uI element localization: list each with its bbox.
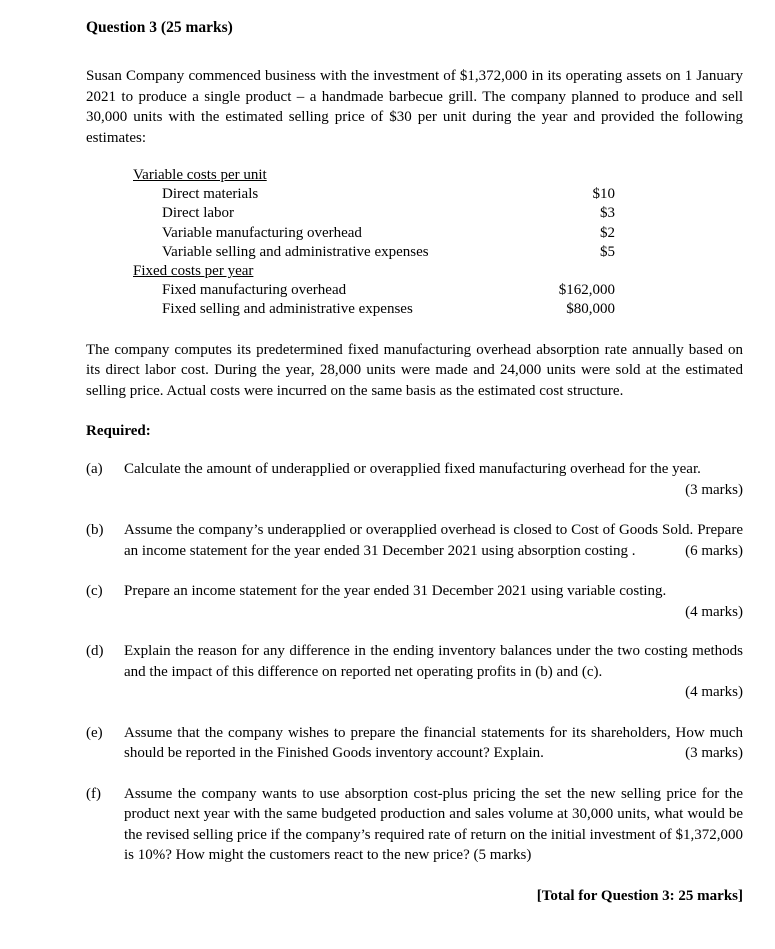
question-marks: (5 marks): [473, 847, 532, 863]
cost-label: Variable manufacturing overhead: [162, 224, 362, 241]
cost-amount: $80,000: [566, 301, 615, 318]
question-marks: (4 marks): [685, 684, 743, 700]
cost-row: [133, 204, 615, 223]
variable-costs-header: Variable costs per unit: [133, 167, 267, 183]
costing-paragraph: The company computes its predetermined fixed manufacturing overhead absorption rate annually based on its direct labor cost. During the year, 28,000 units were made and 24,000 units were sold at the estimated selling price. Actual costs were incurred on the same basis as the estimated cost structure.: [86, 341, 743, 399]
cost-label: Direct materials: [162, 186, 259, 203]
cost-amount: $10: [592, 186, 615, 203]
cost-label: Direct labor: [162, 205, 235, 222]
fixed-costs-header-row: [133, 262, 615, 281]
question-item-e: [86, 723, 743, 764]
question-label: (b): [86, 522, 104, 538]
question-marks: (6 marks): [685, 542, 743, 559]
question-label: (e): [86, 724, 103, 741]
question-text: Calculate the amount of underapplied or overapplied fixed manufacturing overhead for the year.: [124, 461, 701, 477]
question-text: Explain the reason for any difference in the ending inventory balances under the two costing methods and the impact of this difference on reported net operating profits in (b) and (c).: [124, 643, 743, 680]
fixed-costs-header: Fixed costs per year: [133, 262, 254, 279]
cost-amount: $3: [600, 205, 615, 222]
cost-amount: $162,000: [558, 282, 615, 299]
question-marks: (3 marks): [685, 745, 743, 761]
question-item-d: [86, 641, 743, 703]
cost-row: [133, 300, 615, 319]
intro-paragraph: Susan Company commenced business with the investment of $1,372,000 in its operating assets on 1 January 2021 to produce a single product – a handmade barbecue grill. The company planned to produce and sell 30,000 units with the estimated selling price of $30 per unit during the year and provided the following estimates:: [86, 68, 743, 146]
question-text: Assume that the company wishes to prepare the financial statements for its shareholders, How much should be reported in the Finished Goods inventory account? Explain.: [124, 724, 743, 761]
cost-row: [133, 224, 615, 243]
question-text: Assume the company’s underapplied or overapplied overhead is closed to Cost of Goods Sold. Prepare an income statement for the year ended 31 December 2021 using absorption costing .: [124, 522, 743, 559]
question-text: Prepare an income statement for the year ended 31 December 2021 using variable costing.: [124, 583, 667, 599]
question-item-a: [86, 459, 743, 500]
question-label: (d): [86, 643, 104, 659]
required-heading: Required:: [86, 423, 151, 439]
cost-amount: $2: [600, 224, 615, 241]
question-total: [Total for Question 3: 25 marks]: [536, 887, 743, 904]
cost-amount: $5: [600, 243, 615, 260]
cost-row: [133, 185, 615, 204]
cost-row: [133, 243, 615, 262]
question-item-b: [86, 520, 743, 561]
question-item-c: [86, 581, 743, 622]
cost-row: [133, 281, 615, 300]
question-page: [86, 18, 743, 921]
question-title: Question 3 (25 marks): [86, 19, 233, 36]
question-item-f: [86, 784, 743, 866]
question-text: Assume the company wants to use absorption cost-plus pricing the set the new selling price for the product next year with the same budgeted production and sales volume at 30,000 units, what would be the revised selling price if the company’s required rate of return on the initial investment of $1,372,000 is 10%? How might the customers react to the new price?: [124, 785, 743, 863]
variable-costs-header-row: [133, 166, 615, 185]
cost-label: Fixed selling and administrative expenses: [162, 301, 413, 318]
cost-estimates-table: [133, 166, 615, 320]
cost-label: Variable selling and administrative expenses: [162, 243, 429, 260]
question-marks: (4 marks): [685, 603, 743, 620]
question-marks: (3 marks): [685, 481, 743, 498]
question-label: (a): [86, 461, 103, 477]
question-label: (f): [86, 785, 101, 802]
cost-label: Fixed manufacturing overhead: [162, 282, 347, 299]
question-label: (c): [86, 583, 103, 599]
